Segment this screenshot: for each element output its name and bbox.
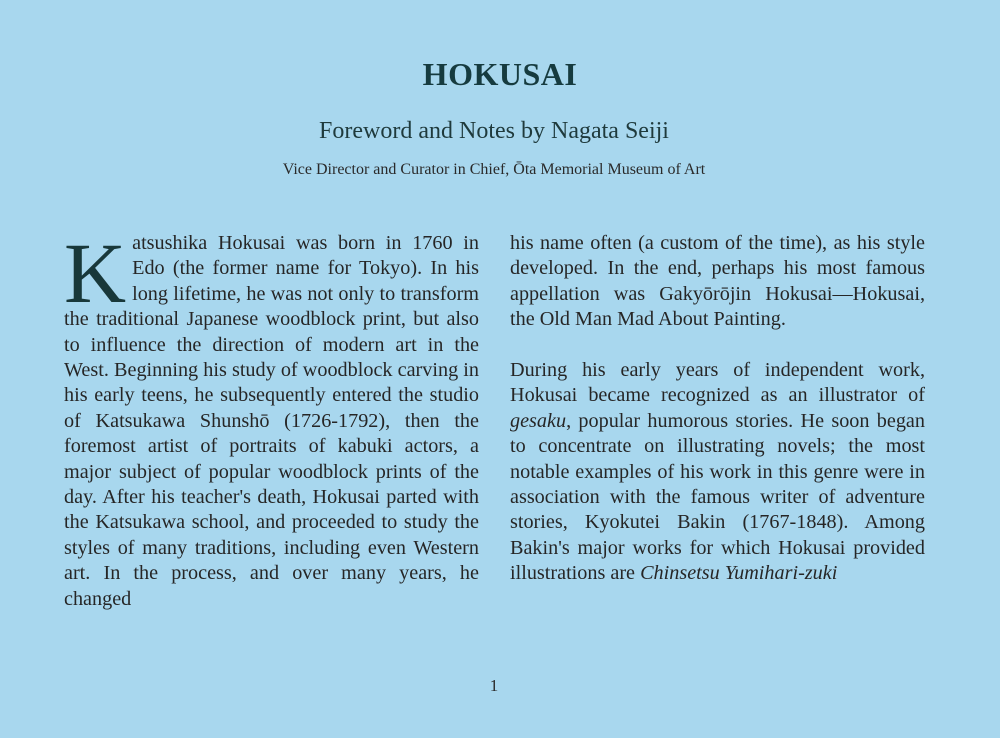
page-title: HOKUSAI [422,56,578,92]
italic-title-chinsetsu: Chinsetsu Yumihari-zuki [640,562,838,585]
paragraph-early-years [510,358,925,587]
right-text-column [510,231,925,587]
intro-paragraph-text: atsushika Hokusai was born in 1760 in Edo (the former name for Tokyo). In his long lifetime, he was not only to transform the traditional Japanese woodblock print, but also to influence the direction of modern art in the West. Beginning his study of woodblock carving in his early teens, he subsequently entered the studio of Katsukawa Shunshō (1726-1792), then the foremost artist of portraits of kabuki actors, a major subject of popular woodblock prints of the day. After his teacher's death, Hokusai parted with the Katsukawa school, and proceeded to study the styles of many traditions, including even Western art. In the process, and over many years, he changed [64,232,479,610]
page-number: 1 [489,676,499,695]
intro-paragraph [64,225,479,612]
italic-term-gesaku: gesaku [510,409,567,432]
author-affiliation: Vice Director and Curator in Chief, Ōta Memorial Museum of Art [282,161,706,178]
paragraph-text: , popular humorous stories. He soon began to concentrate on illustrating novels; the most notable examples of his work in this genre were in association with the famous writer of adventure stories, Kyokutei Bakin (1767-1848). Among Bakin's major works for which Hokusai provided illustrations are [510,409,925,585]
page-subtitle: Foreword and Notes by Nagata Seiji [319,118,669,144]
left-text-column [64,225,479,612]
paragraph-continued: his name often (a custom of the time), as his style developed. In the end, perhaps his most famous appellation was Gakyōrōjin Hokusai—Hokusai, the Old Man Mad About Painting. [510,232,925,331]
drop-cap: K [64,225,127,321]
paragraph-text: During his early years of independent work, Hokusai became recognized as an illustrator of [510,359,925,407]
